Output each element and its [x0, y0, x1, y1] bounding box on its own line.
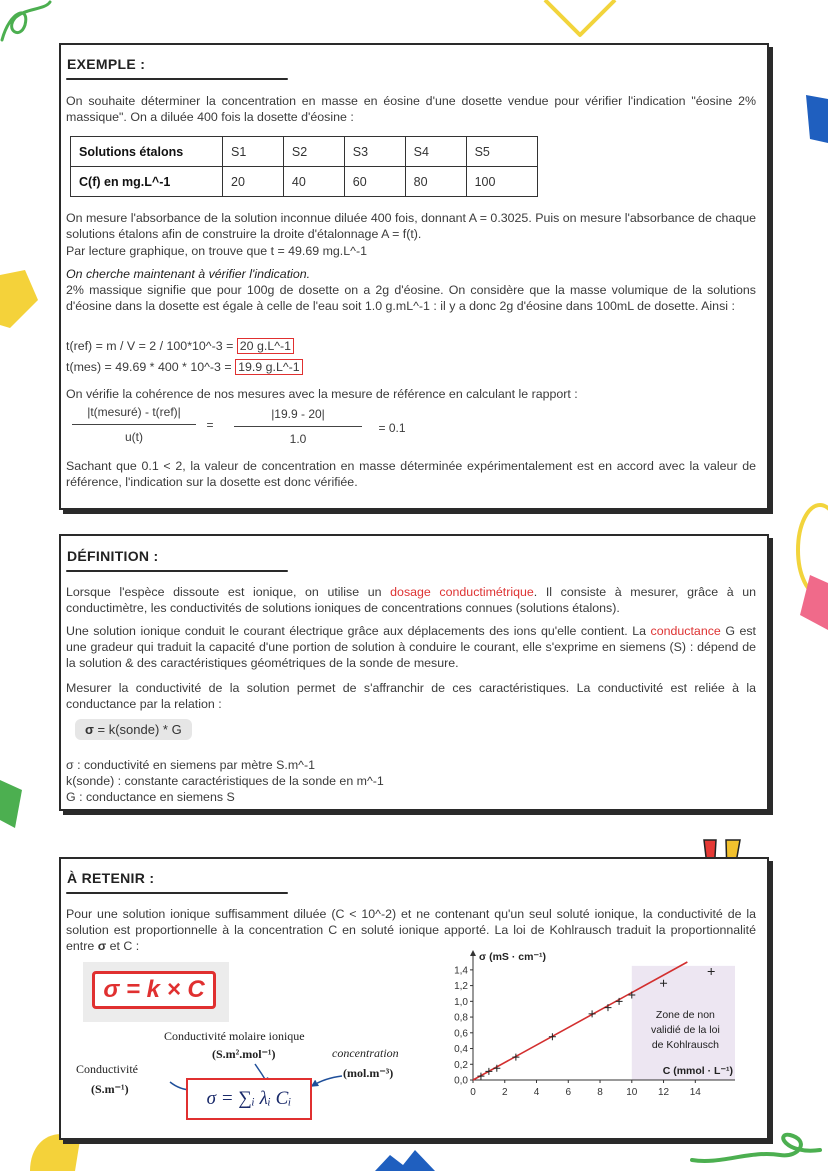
y-tick-label: 0,8 — [454, 1012, 468, 1024]
x-tick-label: 4 — [533, 1087, 540, 1098]
decorative-pink-shape — [800, 575, 828, 630]
formula-text: = k(sonde) * G — [93, 722, 182, 737]
table-cell: 80 — [405, 167, 466, 197]
decorative-green-shape — [0, 780, 25, 830]
conductometric-term: dosage conductimétrique — [390, 585, 534, 599]
retenir-title-underline — [66, 892, 288, 894]
y-tick-label: 0,0 — [454, 1075, 468, 1087]
decorative-yellow-shape — [0, 270, 40, 330]
example-title: EXEMPLE : — [67, 56, 146, 72]
table-cell: S2 — [283, 137, 344, 167]
text-span: et C : — [106, 939, 140, 953]
definition-paragraph-3: Mesurer la conductivité de la solution permet de s'affranchir de ces caractéristiques. La conductivité est reliée à la conductance par la relation : — [66, 681, 756, 711]
table-cell: S1 — [223, 137, 284, 167]
fraction-1-denominator: u(t) — [125, 430, 143, 444]
kohlrausch-chart — [425, 946, 755, 1106]
decorative-heart — [540, 0, 620, 40]
zone-annotation-line: de Kohlrausch — [651, 1039, 719, 1051]
sigma-symbol: σ — [97, 939, 107, 953]
legend-g: G : conductance en siemens S — [66, 790, 235, 804]
conductance-term: conductance — [650, 624, 721, 638]
invalid-zone — [632, 966, 735, 1080]
tmes-line — [66, 359, 466, 375]
label-molar-conductivity: Conductivité molaire ionique — [164, 1029, 305, 1043]
conductivity-formula — [75, 719, 192, 740]
fraction-2-denominator: 1.0 — [289, 432, 307, 446]
fraction-2-line — [234, 426, 362, 427]
definition-title-underline — [66, 570, 288, 572]
example-paragraph-4: 2% massique signifie que pour 100g de dosette on a 2g d'éosine. On considère que la masse volumique de la solutions d'éosine dans la dosette est égale à celle de l'eau soit 1.0 g.mL^-1 : il y a donc 2g d'éosine dans 100mL de dosette. Ainsi : — [66, 283, 756, 313]
definition-title: DÉFINITION : — [67, 548, 159, 564]
x-tick-label: 6 — [565, 1087, 572, 1098]
table-cell: S4 — [405, 137, 466, 167]
label-conductivity-unit: (S.m⁻¹) — [91, 1082, 129, 1096]
y-axis-label: σ (mS · cm⁻¹) — [479, 951, 546, 963]
table-cell: 60 — [344, 167, 405, 197]
tref-line — [66, 338, 466, 354]
text-span: . Il consiste à mesurer, grâce à un conductimètre, les conductivités de solutions ioniques de concentrations connues (solutions étalons). — [66, 585, 757, 615]
label-molar-conductivity-unit: (S.m².mol⁻¹) — [212, 1047, 276, 1061]
x-tick-label: 0 — [470, 1087, 476, 1098]
table-row — [71, 137, 538, 167]
example-paragraph-2: Par lecture graphique, on trouve que t = 49.69 mg.L^-1 — [66, 244, 367, 258]
table-cell: S5 — [466, 137, 537, 167]
table-row — [71, 167, 538, 197]
tref-result: 20 g.L^-1 — [237, 338, 294, 354]
y-tick-label: 0,2 — [454, 1059, 468, 1071]
legend-k: k(sonde) : constante caractéristiques de la sonde en m^-1 — [66, 774, 384, 788]
label-concentration-unit: (mol.m⁻³) — [343, 1066, 394, 1080]
x-tick-label: 14 — [689, 1087, 701, 1098]
example-intro: On souhaite déterminer la concentration en masse en éosine d'une dosette vendue pour vérifier l'indication "éosine 2% massique". On a diluée 400 fois la dosette d'éosine : — [66, 94, 756, 124]
kohlrausch-sum-formula: σ = ∑ᵢ λᵢ Cᵢ — [186, 1078, 312, 1120]
decorative-blue-bottom — [375, 1150, 435, 1171]
table-cell: 40 — [283, 167, 344, 197]
y-tick-label: 0,4 — [454, 1044, 468, 1056]
example-title-underline — [66, 78, 288, 80]
table-cell: S3 — [344, 137, 405, 167]
retenir-title: À RETENIR : — [67, 870, 155, 886]
definition-paragraph-2 — [66, 623, 756, 671]
x-tick-label: 10 — [626, 1087, 638, 1098]
label-conductivity: Conductivité — [76, 1062, 138, 1076]
equals-sign: = — [206, 418, 214, 432]
standards-table — [70, 136, 538, 197]
label-concentration: concentration — [332, 1046, 399, 1060]
text-span: G est une gradeur qui traduit la capacité d'une portion de solution à conduire le courant, elle s'exprime en siemens (S) : dépend de la solution & des caractéristiques géométriques de la sonde de mesure. — [66, 624, 756, 670]
y-axis-arrow — [470, 950, 476, 956]
y-tick-label: 0,6 — [454, 1028, 468, 1040]
legend-sigma: σ : conductivité en siemens par mètre S.m^-1 — [66, 758, 315, 772]
example-paragraph-1: On mesure l'absorbance de la solution inconnue diluée 400 fois, donnant A = 0.3025. Puis on mesure l'absorbance de chaque solutions étalons afin de construire la droite d'étalonnage A = f(t). — [66, 211, 756, 241]
y-tick-label: 1,2 — [454, 981, 468, 993]
text-span: Lorsque l'espèce dissoute est ionique, on utilise un — [66, 585, 391, 599]
zone-annotation-line: validié de la loi — [650, 1024, 720, 1036]
data-point — [485, 1068, 492, 1075]
x-tick-label: 8 — [597, 1087, 603, 1098]
tref-text: t(ref) = m / V = 2 / 100*10^-3 = — [66, 339, 237, 353]
decorative-blue-shape — [800, 95, 828, 145]
text-span: Pour une solution ionique suffisamment diluée (C < 10^-2) et ne contenant qu'un seul soluté ionique, la conductivité de la solution est proportionnelle à la concentration C en soluté ionique apporté. La loi de Kohlrausch traduit la proportionnalité entre — [66, 907, 756, 953]
decorative-swirl — [0, 0, 60, 50]
tmes-result: 19.9 g.L^-1 — [235, 359, 303, 375]
y-tick-label: 1,0 — [454, 996, 468, 1008]
y-tick-label: 1,4 — [454, 965, 468, 977]
ratio-result: = 0.1 — [378, 421, 406, 435]
tmes-text: t(mes) = 49.69 * 400 * 10^-3 = — [66, 360, 236, 374]
x-tick-label: 12 — [657, 1087, 670, 1098]
table-cell: 20 — [223, 167, 284, 197]
x-axis-label: C (mmol · L⁻¹) — [662, 1065, 733, 1077]
definition-paragraph-1 — [66, 584, 756, 616]
table-cell: Solutions étalons — [71, 137, 223, 167]
x-tick-label: 2 — [501, 1087, 508, 1098]
kohlrausch-law: σ = k × C — [92, 971, 216, 1009]
sigma-symbol: σ — [85, 722, 94, 737]
fraction-1-numerator: |t(mesuré) - t(ref)| — [87, 405, 181, 419]
table-cell: 100 — [466, 167, 537, 197]
example-paragraph-6: Sachant que 0.1 < 2, la valeur de concentration en masse déterminée expérimentalement est en accord avec la valeur de référence, l'indication sur la dosette est donc vérifiée. — [66, 459, 756, 489]
text-span: Une solution ionique conduit le courant électrique grâce aux déplacements des ions qu'elle contient. La — [66, 624, 651, 638]
example-paragraph-5: On vérifie la cohérence de nos mesures avec la mesure de référence en calculant le rapport : — [66, 387, 578, 401]
fraction-1-line — [72, 424, 196, 425]
table-cell: C(f) en mg.L^-1 — [71, 167, 223, 197]
example-paragraph-3: On cherche maintenant à vérifier l'indication. — [66, 267, 311, 281]
fraction-2-numerator: |19.9 - 20| — [271, 407, 325, 421]
zone-annotation-line: Zone de non — [655, 1009, 715, 1021]
